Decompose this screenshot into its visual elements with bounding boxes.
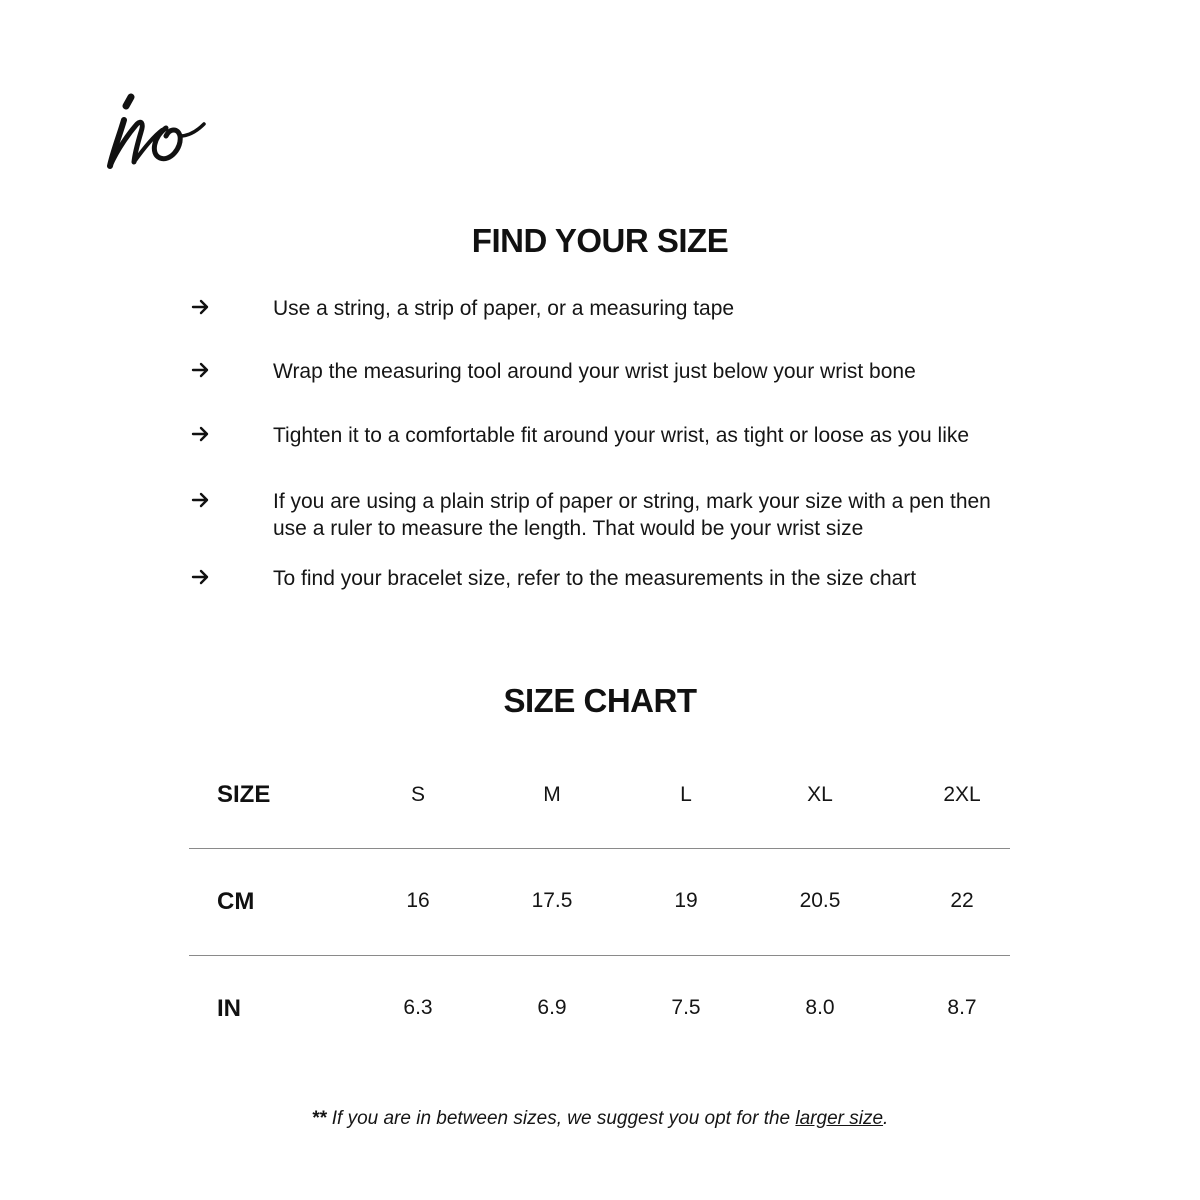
size-chart-heading: SIZE CHART — [503, 682, 697, 719]
instruction-line: use a ruler to measure the length. That would be your wrist size — [273, 517, 864, 540]
cm-value-cell: 16 — [406, 889, 430, 912]
arrow-right-icon — [190, 358, 212, 382]
arrow-right-icon — [190, 488, 212, 512]
instruction-line: Wrap the measuring tool around your wrist just below your wrist bone — [273, 360, 916, 383]
table-divider — [189, 955, 1010, 956]
size-header-cell: L — [680, 783, 692, 806]
table-divider — [189, 848, 1010, 849]
cm-value-cell: 20.5 — [799, 889, 841, 912]
cm-value-cell: 17.5 — [531, 889, 573, 912]
instruction-text — [273, 565, 1053, 592]
instruction-text — [273, 422, 1053, 449]
instruction-text — [273, 488, 1053, 542]
in-value-cell: 6.9 — [537, 996, 567, 1019]
instruction-line: If you are using a plain strip of paper or string, mark your size with a pen then — [273, 490, 991, 513]
cm-value-cell: 22 — [950, 889, 974, 912]
note-suffix: . — [883, 1108, 889, 1129]
larger-size-link[interactable]: larger size — [795, 1108, 884, 1129]
note-text: If you are in between sizes, we suggest you opt for the — [326, 1108, 796, 1129]
find-your-size-heading: FIND YOUR SIZE — [471, 222, 729, 259]
in-row-label: IN — [217, 995, 241, 1022]
instruction-text — [273, 295, 1053, 322]
cm-value-cell: 19 — [674, 889, 698, 912]
in-value-cell: 8.7 — [947, 996, 977, 1019]
size-header-cell: XL — [807, 783, 833, 806]
arrow-right-icon — [190, 422, 212, 446]
note-stars: ** — [311, 1108, 327, 1129]
instruction-text — [273, 358, 1053, 385]
instruction-line: To find your bracelet size, refer to the measurements in the size chart — [273, 567, 917, 590]
in-value-cell: 7.5 — [671, 996, 701, 1019]
cm-row-label: CM — [217, 888, 255, 915]
instruction-line: Use a string, a strip of paper, or a measuring tape — [273, 297, 735, 320]
arrow-right-icon — [190, 295, 212, 319]
size-header-cell: M — [543, 783, 561, 806]
size-header-label: SIZE — [217, 781, 271, 808]
size-header-cell: 2XL — [943, 783, 981, 806]
size-header-cell: S — [410, 783, 425, 806]
in-value-cell: 6.3 — [403, 996, 433, 1019]
in-value-cell: 8.0 — [805, 996, 835, 1019]
ino-logo — [104, 92, 208, 176]
arrow-right-icon — [190, 565, 212, 589]
sizing-note — [0, 1108, 1200, 1130]
instruction-line: Tighten it to a comfortable fit around your wrist, as tight or loose as you like — [273, 424, 970, 447]
